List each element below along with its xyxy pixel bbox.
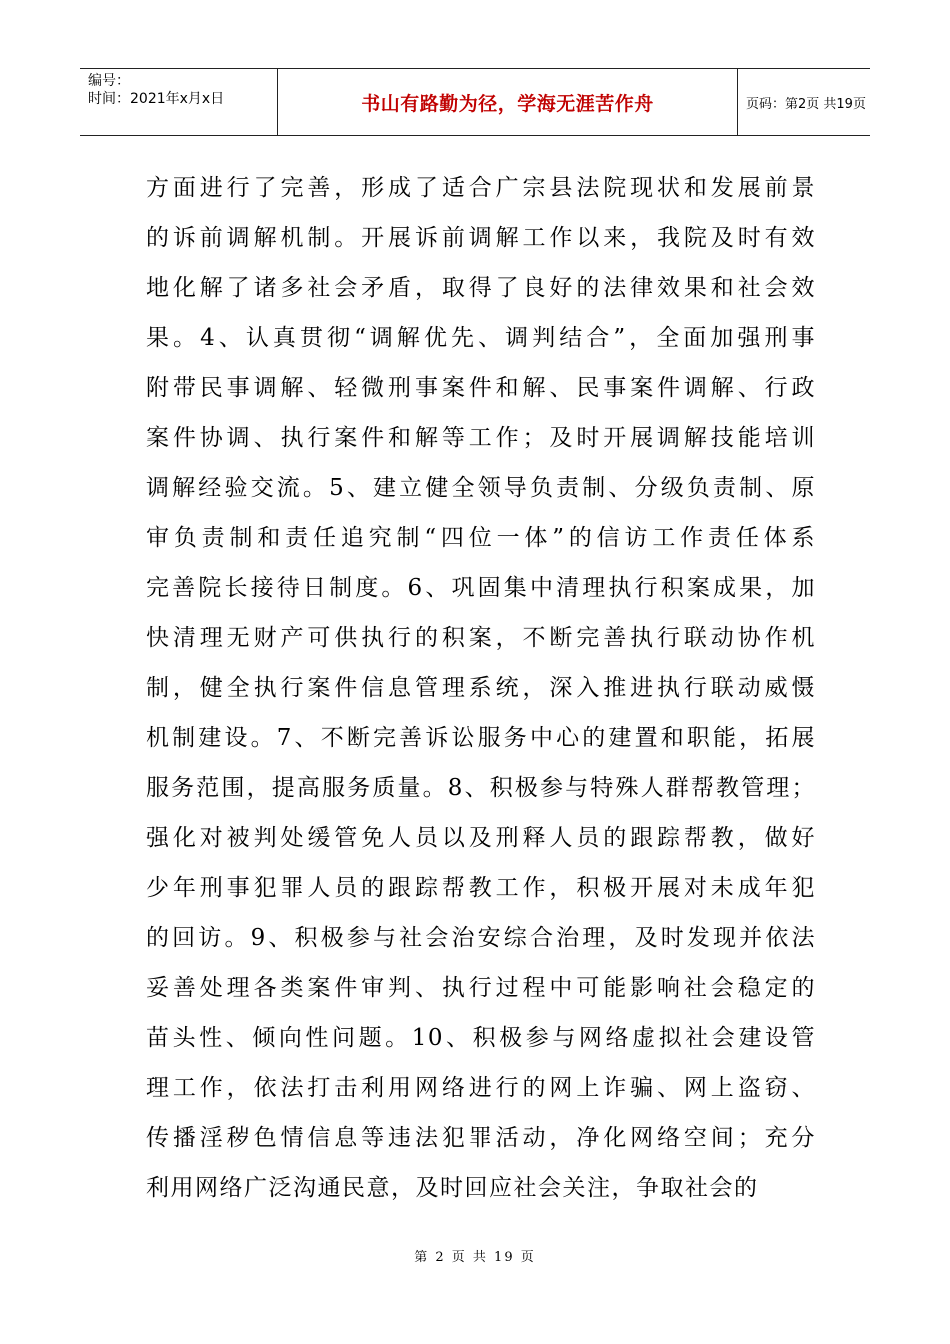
body-line: 完善院长接待日制度。6、巩固集中清理执行积案成果，加 (146, 575, 816, 601)
header-page-info: 页码：第2页 共19页 (746, 96, 866, 112)
body-line: 理工作，依法打击利用网络进行的网上诈骗、网上盗窃、 (146, 1075, 816, 1101)
body-line: 地化解了诸多社会矛盾，取得了良好的法律效果和社会效 (146, 275, 816, 301)
page-footer: 第 2 页 共 19 页 (414, 1250, 536, 1265)
body-line: 强化对被判处缓管免人员以及刑释人员的跟踪帮教，做好 (146, 825, 816, 851)
body-line: 传播淫秽色情信息等违法犯罪活动，净化网络空间；充分 (146, 1125, 816, 1151)
body-line: 服务范围，提高服务质量。8、积极参与特殊人群帮教管理； (146, 775, 816, 801)
body-line: 的回访。9、积极参与社会治安综合治理，及时发现并依法 (146, 925, 816, 951)
body-line: 少年刑事犯罪人员的跟踪帮教工作，积极开展对未成年犯 (146, 875, 816, 901)
header-meta (80, 69, 278, 135)
body-line: 果。4、认真贯彻“调解优先、调判结合”，全面加强刑事 (146, 325, 816, 351)
body-line: 制，健全执行案件信息管理系统，深入推进执行联动威慑 (146, 675, 816, 701)
body-line: 机制建设。7、不断完善诉讼服务中心的建置和职能，拓展 (146, 725, 816, 751)
body-line: 妥善处理各类案件审判、执行过程中可能影响社会稳定的 (146, 975, 816, 1001)
body-line: 案件协调、执行案件和解等工作；及时开展调解技能培训 (146, 425, 816, 451)
body-line: 审负责制和责任追究制“四位一体”的信访工作责任体系 (146, 525, 816, 551)
body-line: 利用网络广泛沟通民意，及时回应社会关注，争取社会的 (146, 1175, 759, 1201)
body-line: 快清理无财产可供执行的积案，不断完善执行联动协作机 (146, 625, 816, 651)
page-header (80, 68, 870, 136)
document-body (146, 168, 816, 1218)
document-number-label: 编号： (88, 73, 130, 89)
body-line: 方面进行了完善，形成了适合广宗县法院现状和发展前景 (146, 175, 816, 201)
body-line: 的诉前调解机制。开展诉前调解工作以来，我院及时有效 (146, 225, 816, 251)
document-time-label: 时间：2021年x月x日 (88, 91, 225, 107)
body-line: 苗头性、倾向性问题。10、积极参与网络虚拟社会建设管 (146, 1025, 816, 1051)
body-line: 调解经验交流。5、建立健全领导负责制、分级负责制、原 (146, 475, 816, 501)
body-line: 附带民事调解、轻微刑事案件和解、民事案件调解、行政 (146, 375, 816, 401)
header-motto: 书山有路勤为径，学海无涯苦作舟 (278, 69, 738, 135)
